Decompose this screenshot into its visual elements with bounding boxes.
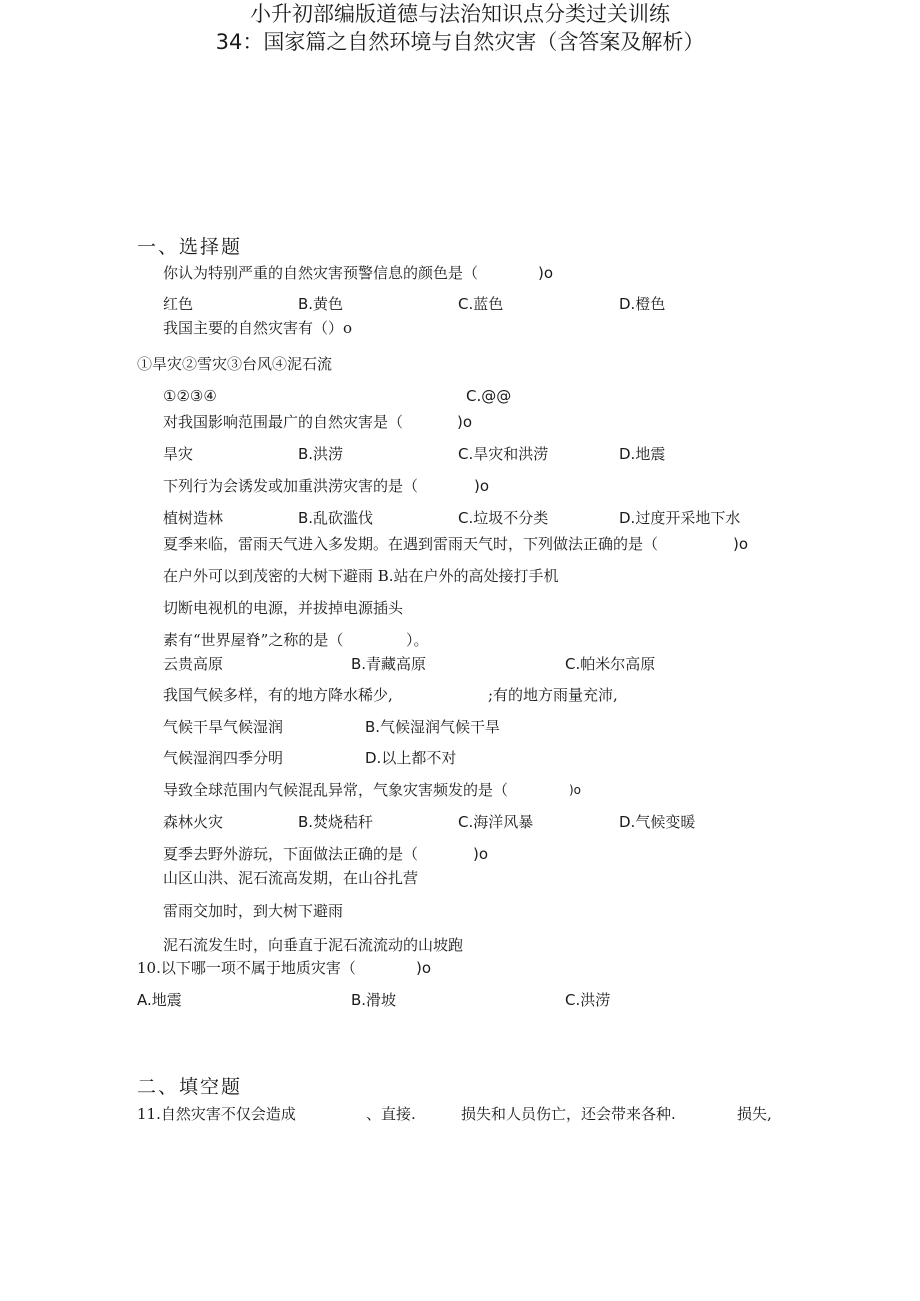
q8-option-d: D.气候变暖 (619, 813, 696, 831)
q10-option-a: A.地震 (137, 991, 182, 1009)
q3-option-b: B.洪涝 (298, 445, 344, 463)
q2-stem: 我国主要的自然灾害有（）o (163, 319, 353, 337)
q8-option-a: 森林火灾 (163, 813, 224, 831)
q11-part1: 11.自然灾害不仅会造成 (137, 1105, 296, 1123)
q1-stem: 你认为特别严重的自然灾害预警信息的颜色是（ (163, 264, 479, 282)
q1-option-d: D.橙色 (619, 295, 666, 313)
q7-option-b: B.气候湿润气候干旱 (365, 718, 501, 736)
q7-option-a: 气候干旱气候湿润 (163, 718, 284, 736)
q7-stem-part1: 我国气候多样，有的地方降水稀少, (163, 686, 393, 704)
q6-close: ）。 (406, 631, 429, 649)
q6-option-c: C.帕米尔高原 (565, 655, 656, 673)
page-title-line2: 34：国家篇之自然环境与自然灾害（含答案及解析） (215, 30, 705, 54)
q1-option-b: B.黄色 (298, 295, 344, 313)
q1-option-c: C.蓝色 (458, 295, 504, 313)
section-heading-fill-blank: 二、填空题 (137, 1076, 243, 1098)
q5-option-c: 切断电视机的电源，并拔掉电源插头 (163, 599, 404, 617)
q10-option-c: C.洪涝 (565, 991, 611, 1009)
q3-option-d: D.地震 (619, 445, 666, 463)
q8-stem: 导致全球范围内气候混乱异常，气象灾害频发的是（ (163, 781, 509, 799)
q9-option-b: 雷雨交加时，到大树下避雨 (163, 902, 344, 920)
q3-close: )o (457, 413, 473, 431)
q4-close: )o (474, 477, 490, 495)
q8-option-b: B.焚烧秸秆 (298, 813, 374, 831)
q9-option-a: 山区山洪、泥石流高发期，在山谷扎营 (163, 869, 419, 887)
q6-stem: 素有“世界屋脊”之称的是（ (163, 631, 344, 649)
page-title-line1: 小升初部编版道德与法治知识点分类过关训练 (250, 2, 670, 26)
q3-stem: 对我国影响范围最广的自然灾害是（ (163, 413, 404, 431)
q1-option-a: 红色 (163, 295, 194, 313)
q4-option-b: B.乱砍滥伐 (298, 509, 374, 527)
q9-close: )o (473, 845, 489, 863)
q10-close: )o (416, 959, 432, 977)
q10-stem: 10.以下哪一项不属于地质灾害（ (137, 959, 356, 977)
q11-part4: 损失, (737, 1105, 772, 1123)
q1-close: )o (538, 264, 554, 282)
q8-close: )o (569, 783, 582, 797)
q9-stem: 夏季去野外游玩，下面做法正确的是（ (163, 845, 419, 863)
q10-option-b: B.滑坡 (351, 991, 397, 1009)
q3-option-a: 旱灾 (163, 445, 194, 463)
q8-option-c: C.海洋风暴 (458, 813, 534, 831)
q3-option-c: C.旱灾和洪涝 (458, 445, 549, 463)
q5-stem: 夏季来临，雷雨天气进入多发期。在遇到雷雨天气时，下列做法正确的是（ (163, 535, 659, 553)
q7-option-c: 气候湿润四季分明 (163, 749, 284, 767)
q2-option-a: ①②③④ (163, 387, 217, 405)
q4-option-a: 植树造林 (163, 509, 224, 527)
q2-option-c: C.@@ (466, 387, 512, 405)
q11-part2: 、直接. (366, 1105, 416, 1123)
q9-option-c: 泥石流发生时，向垂直于泥石流流动的山坡跑 (163, 936, 464, 954)
q2-items: ①旱灾②雪灾③台风④泥石流 (137, 355, 333, 373)
q5-close: )o (733, 535, 749, 553)
q6-option-b: B.青藏高原 (351, 655, 427, 673)
q4-option-d: D.过度开采地下水 (619, 509, 741, 527)
q5-options-ab: 在户外可以到茂密的大树下避雨 B.站在户外的高处接打手机 (163, 567, 559, 585)
q4-option-c: C.垃圾不分类 (458, 509, 549, 527)
q7-option-d: D.以上都不对 (365, 749, 457, 767)
section-heading-choice: 一、选择题 (137, 236, 243, 258)
q4-stem: 下列行为会诱发或加重洪涝灾害的是（ (163, 477, 419, 495)
q7-stem-part2: ;有的地方雨量充沛, (488, 686, 618, 704)
q11-part3: 损失和人员伤亡，还会带来各种. (461, 1105, 676, 1123)
q6-option-a: 云贵高原 (163, 655, 224, 673)
